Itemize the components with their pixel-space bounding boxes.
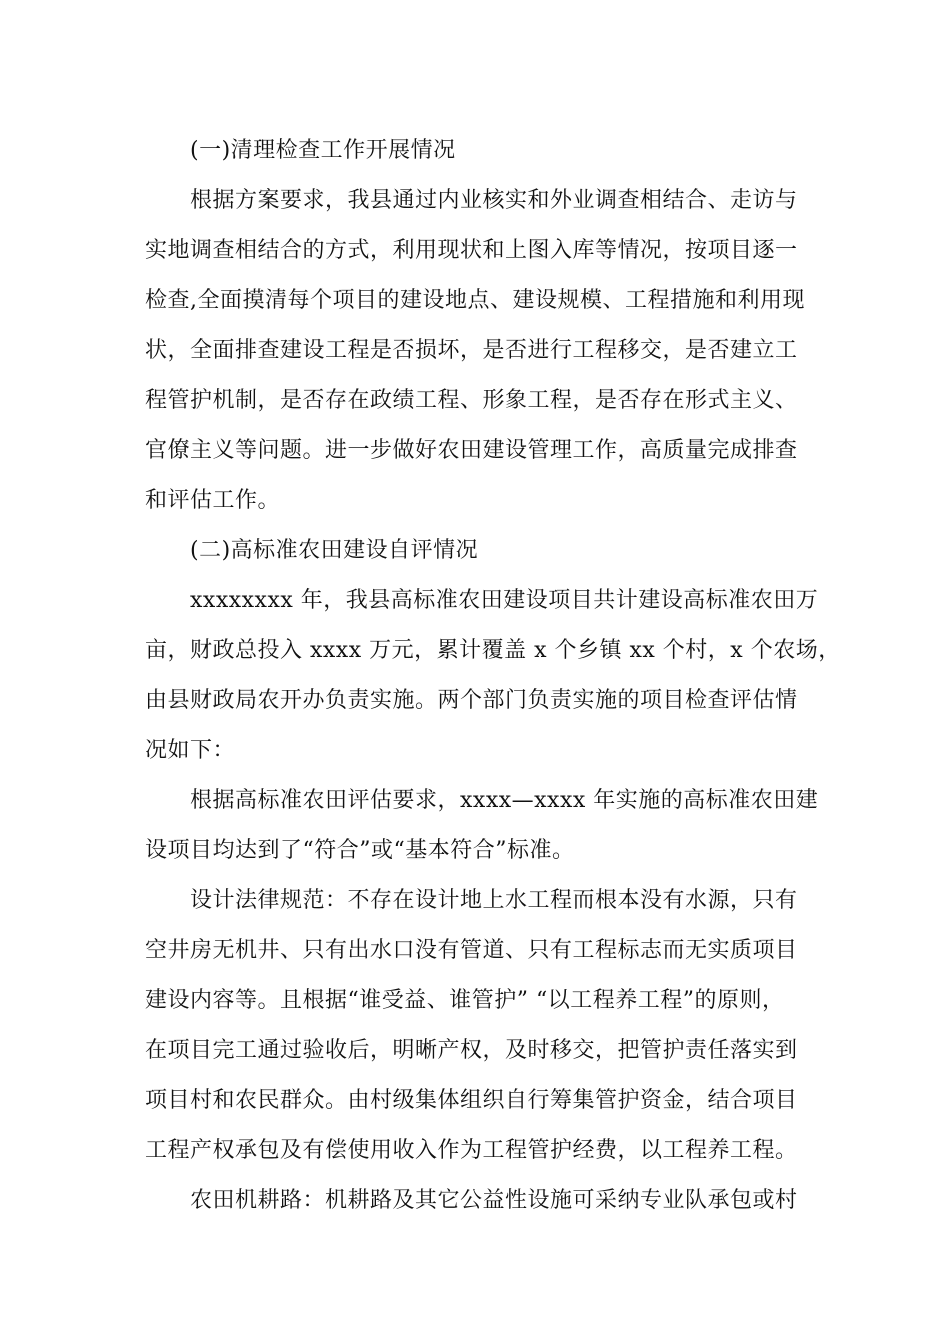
paragraph-line: 根据方案要求，我县通过内业核实和外业调查相结合、走访与 xyxy=(190,188,798,213)
paragraph-line: 亩，财政总投入 xxxx 万元，累计覆盖 x 个乡镇 xx 个村，x 个农场， xyxy=(145,638,841,663)
paragraph-line: 设计法律规范：不存在设计地上水工程而根本没有水源，只有 xyxy=(190,888,798,913)
paragraph-line: 程管护机制，是否存在政绩工程、形象工程，是否存在形式主义、 xyxy=(145,388,798,413)
paragraph-line: 农田机耕路：机耕路及其它公益性设施可采纳专业队承包或村 xyxy=(190,1188,798,1213)
paragraph-line: 官僚主义等问题。进一步做好农田建设管理工作，高质量完成排查 xyxy=(145,438,798,463)
paragraph-line: 工程产权承包及有偿使用收入作为工程管护经费，以工程养工程。 xyxy=(145,1138,798,1163)
paragraph-line: xxxxxxxx 年，我县高标准农田建设项目共计建设高标准农田万 xyxy=(190,588,819,613)
paragraph-line: 况如下： xyxy=(145,738,236,763)
paragraph-line: 设项目均达到了“符合”或“基本符合”标准。 xyxy=(145,838,575,863)
paragraph-line: 由县财政局农开办负责实施。两个部门负责实施的项目检查评估情 xyxy=(145,688,798,713)
paragraph-line: 项目村和农民群众。由村级集体组织自行筹集管护资金，结合项目 xyxy=(145,1088,798,1113)
section-heading-1: (一)清理检查工作开展情况 xyxy=(190,138,456,163)
paragraph-line: 和评估工作。 xyxy=(145,488,281,513)
paragraph-line: 空井房无机井、只有出水口没有管道、只有工程标志而无实质项目 xyxy=(145,938,798,963)
paragraph-line: 检查,全面摸清每个项目的建设地点、建设规模、工程措施和利用现 xyxy=(145,288,805,313)
paragraph-line: 状，全面排查建设工程是否损坏，是否进行工程移交，是否建立工 xyxy=(145,338,798,363)
paragraph-line: 建设内容等。且根据“谁受益、谁管护” “以工程养工程”的原则， xyxy=(145,988,785,1013)
paragraph-line: 实地调查相结合的方式，利用现状和上图入库等情况，按项目逐一 xyxy=(145,238,798,263)
section-heading-2: (二)高标准农田建设自评情况 xyxy=(190,538,479,563)
paragraph-line: 根据高标准农田评估要求，xxxx—xxxx 年实施的高标准农田建 xyxy=(190,788,819,813)
paragraph-line: 在项目完工通过验收后，明晰产权，及时移交，把管护责任落实到 xyxy=(145,1038,798,1063)
